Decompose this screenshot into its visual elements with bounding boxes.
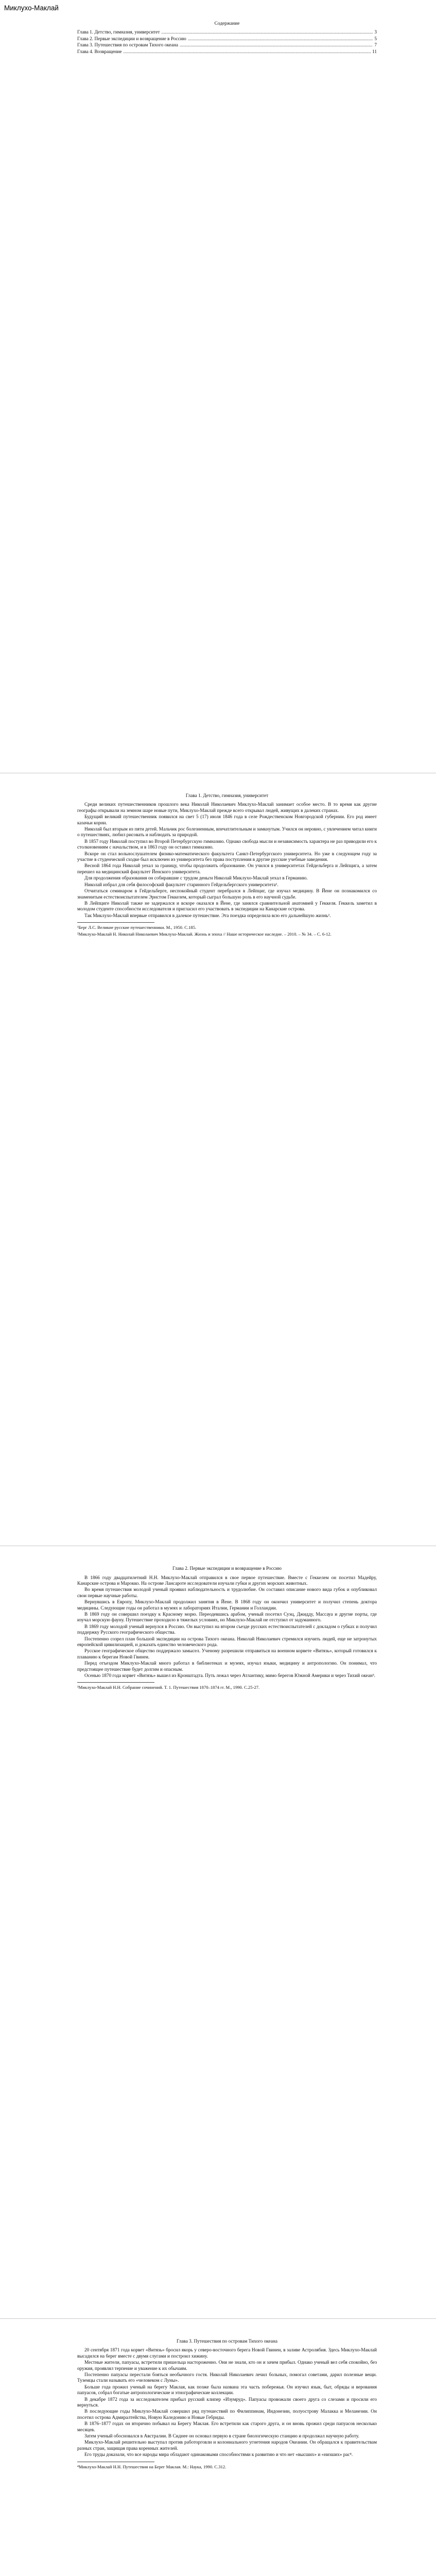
toc-page-number: 7 (374, 43, 377, 48)
footnote-rule (77, 1682, 154, 1683)
paragraph: В 1857 году Николай поступил во Второй Петербургскую гимназию. Однако свобода мысли и независимость характера не раз приводили его к столкновениям с начальством, и в 1863 году он оставил гимназию. (77, 839, 377, 851)
chapter-section (77, 2339, 377, 2469)
paragraph: В 1876–1877 годах он вторично побывал на Берегу Маклая. Его встретили как старого друга, и он вновь прожил среди папуасов несколько месяцев. (77, 2421, 377, 2433)
toc-row[interactable] (77, 43, 377, 49)
footnote: ²Миклухо-Маклай Н. Николай Николаевич Миклухо-Маклай. Жизнь и эпоха // Наше историческое наследие. – 2010. – № 34. – С. 6-12. (77, 931, 332, 937)
footnote: ¹Берг Л.С. Великие русские путешественники. М., 1950. С.185. (77, 925, 197, 930)
document-title: Миклухо-Маклай (4, 4, 59, 12)
paragraph: Будущий великий путешественник появился на свет 5 (17) июля 1846 года в селе Рождественском Новгородской губернии. Его род имеет казачьи корни. (77, 815, 377, 826)
page-content (77, 21, 377, 2576)
page-separator (0, 2318, 436, 2319)
toc-row[interactable] (77, 49, 377, 56)
toc-leader-dots (161, 30, 373, 36)
paragraph: В 1869 году он совершил поездку к Красному морю. Переодевшись арабом, ученый посетил Суэц, Джидду, Массауа и другие порты, где изучал морскую фауну. Путешествие проходило в тяжелых условиях, но Миклухо-Маклай не отступил от задуманного. (77, 1612, 377, 1623)
chapter-section (77, 793, 377, 937)
paragraph: В Лейпциге Николай также не задержался и вскоре оказался в Йене, где занялся сравнительной анатомией у Геккеля. Геккель заметил в молодом студенте способности исследователя и пригласил его участвовать в экспедиции на Канарские острова. (77, 901, 377, 912)
paragraph: Постепенно созрел план большой экспедиции на острова Тихого океана. Николай Николаевич стремился изучить людей, еще не затронутых европейской цивилизацией, и доказать единство человеческого рода. (77, 1636, 377, 1648)
paragraph: Отчитаться семинаром в Гейдельберге, неспокойный студент перебрался в Лейпциг, где изучал медицину. В Йене он познакомился со знаменитым естествоиспытателем Эрнстом Геккелем, который сыграл большую роль в его научной судьбе. (77, 889, 377, 900)
toc-leader-dots (180, 43, 373, 48)
footnote: ³Миклухо-Маклай Н.Н. Собрание сочинений. Т. 1. Путешествия 1870–1874 гг. М., 1990. С.25-27. (77, 1685, 260, 1690)
paragraph: Вскоре он стал вольнослушателем физико-математического факультета Санкт-Петербургского университета. Но уже в следующем году за участие в студенческой сходке был исключен из университета без права поступления в другие русские учебные заведения. (77, 851, 377, 863)
paragraph: Перед отъездом Миклухо-Маклай много работал в библиотеках и музеях, изучал языки, медицину и антропологию. Он понимал, что предстоящее путешествие будет долгим и опасным. (77, 1661, 377, 1672)
footnote: ⁴Миклухо-Маклай Н.Н. Путешествия на Берег Маклая. М.: Наука, 1990. С.312. (77, 2464, 226, 2469)
toc-leader-dots (124, 49, 371, 55)
toc-page-number: 11 (372, 49, 377, 55)
toc-row[interactable] (77, 30, 377, 36)
paragraph: Русское географическое общество поддержало замысел. Ученому разрешили отправиться на военном корвете «Витязь», который готовился к плаванию к берегам Новой Гвинеи. (77, 1649, 377, 1660)
paragraph: Вернувшись в Европу, Миклухо-Маклай продолжил занятия в Йене. В 1868 году он окончил университет и получил степень доктора медицины. Следующие годы он работал в музеях и лабораториях Италии, Германии и Голландии. (77, 1600, 377, 1611)
table-of-contents (77, 21, 377, 75)
paragraph: Николай был вторым из пяти детей. Мальчик рос болезненным, впечатлительным и замкнутым. Учился он неровно, с увлечением читал книги о путешествиях, любил рисовать и наблюдать за природой. (77, 827, 377, 838)
toc-label[interactable]: Глава 4. Возвращение (77, 49, 122, 55)
paragraph: Постепенно папуасы перестали бояться необычного гостя. Николай Николаевич лечил больных, помогал советами, дарил полезные вещи. Туземцы стали называть его «человеком с Луны». (77, 2372, 377, 2384)
toc-label[interactable]: Глава 3. Путешествия по островам Тихого океана (77, 43, 179, 48)
paragraph: В декабре 1872 года за исследователем прибыл русский клипер «Изумруд». Папуасы провожали своего друга со слезами и просили его вернуться. (77, 2397, 377, 2408)
paragraph: 20 сентября 1871 года корвет «Витязь» бросил якорь у северо-восточного берега Новой Гвинеи, в заливе Астролябия. Здесь Миклухо-Маклай высадился на берег вместе с двумя слугами и построил хижину. (77, 2348, 377, 2359)
toc-heading: Содержание (214, 21, 240, 26)
paragraph: Для продолжения образования он собиравшие с трудом деньги Николай Миклухо-Маклай уехал в Германию. (84, 876, 308, 882)
paragraph: В 1869 году молодой ученый вернулся в Россию. Он выступил на втором съезде русских естествоиспытателей с докладом о губках и получил поддержку Русского географического общества. (77, 1624, 377, 1636)
paragraph: В последующие годы Миклухо-Маклай совершил ряд путешествий по Филиппинам, Индонезии, полуострову Малакка и Меланезии. Он посетил острова Адмиралтейства, Новую Каледонию и Новые Гебриды. (77, 2409, 377, 2420)
paragraph: Во время путешествия молодой ученый проявил наблюдательность и трудолюбие. Он составил описание нового вида губок и опубликовал свои первые научные работы. (77, 1587, 377, 1599)
chapter-heading: Глава 2. Первые экспедиции и возвращение в Россию (172, 1566, 282, 1572)
footnote-rule (77, 922, 154, 923)
paragraph: Затем ученый обосновался в Австралии. В Сиднее он основал первую в стране биологическую станцию и продолжал научную работу. (84, 2434, 359, 2439)
paragraph: Так Миклухо-Маклай впервые отправился в далекое путешествие. Эта поездка определила всю его дальнейшую жизнь². (84, 913, 331, 919)
toc-label[interactable]: Глава 1. Детство, гимназия, университет (77, 30, 160, 36)
toc-leader-dots (188, 37, 373, 42)
toc-page-number: 3 (374, 30, 377, 36)
paragraph: Его труды доказали, что все народы мира обладают одинаковыми способностями к развитию и что нет «высших» и «низших» рас⁴. (84, 2452, 353, 2458)
paragraph: Весной 1864 года Николай уехал за границу, чтобы продолжить образование. Он учился в университетах Гейдельберга и Лейпцига, а затем перешел на медицинский факультет Йенского университета. (77, 863, 377, 875)
chapters (77, 793, 377, 2576)
toc-list (77, 30, 377, 56)
toc-label[interactable]: Глава 2. Первые экспедиции и возвращение в Россию (77, 36, 186, 42)
paragraph: Миклухо-Маклай решительно выступал против работорговли и колониального угнетения народов Океании. Он обращался к правительствам разных стран, защищая права коренных жителей. (77, 2440, 377, 2451)
toc-page-number: 5 (374, 36, 377, 42)
chapter-section (77, 1566, 377, 1690)
paragraph: Больше года прожил ученый на берегу Маклая, как позже была названа эта часть побережья. Он изучил язык, быт, обряды и верования папуасов, собрал богатые антропологические и этнографические коллекции. (77, 2384, 377, 2396)
paragraph: Местные жители, папуасы, встретили пришельца настороженно. Они не знали, кто он и зачем прибыл. Однако ученый вел себя спокойно, без оружия, проявлял терпение и уважение к их обычаям. (77, 2360, 377, 2371)
paragraph: Среди великих путешественников прошлого века Николай Николаевич Миклухо-Маклай занимает особое место. В то время как другие географы открывали на земном шаре новые пути, Миклухо-Маклай прежде всего открывал людей, живущих в далеких странах. (77, 802, 377, 814)
chapter-heading: Глава 3. Путешествия по островам Тихого океана (176, 2338, 278, 2344)
paragraph: Осенью 1870 года корвет «Витязь» вышел из Кронштадта. Путь лежал через Атлантику, мимо берегов Южной Америки и через Тихий океан³. (84, 1673, 375, 1679)
paragraph: В 1866 году двадцатилетний Н.Н. Миклухо-Маклай отправился в свое первое путешествие. Вместе с Геккелем он посетил Мадейру, Канарские острова и Марокко. На острове Лансароте исследователи изучали губки и других морских животных. (77, 1575, 377, 1586)
paragraph: Николай избрал для себя философский факультет старинного Гейдельбергского университета¹. (84, 882, 278, 888)
chapter-heading: Глава 1. Детство, гимназия, университет (185, 793, 269, 799)
toc-row[interactable] (77, 37, 377, 43)
